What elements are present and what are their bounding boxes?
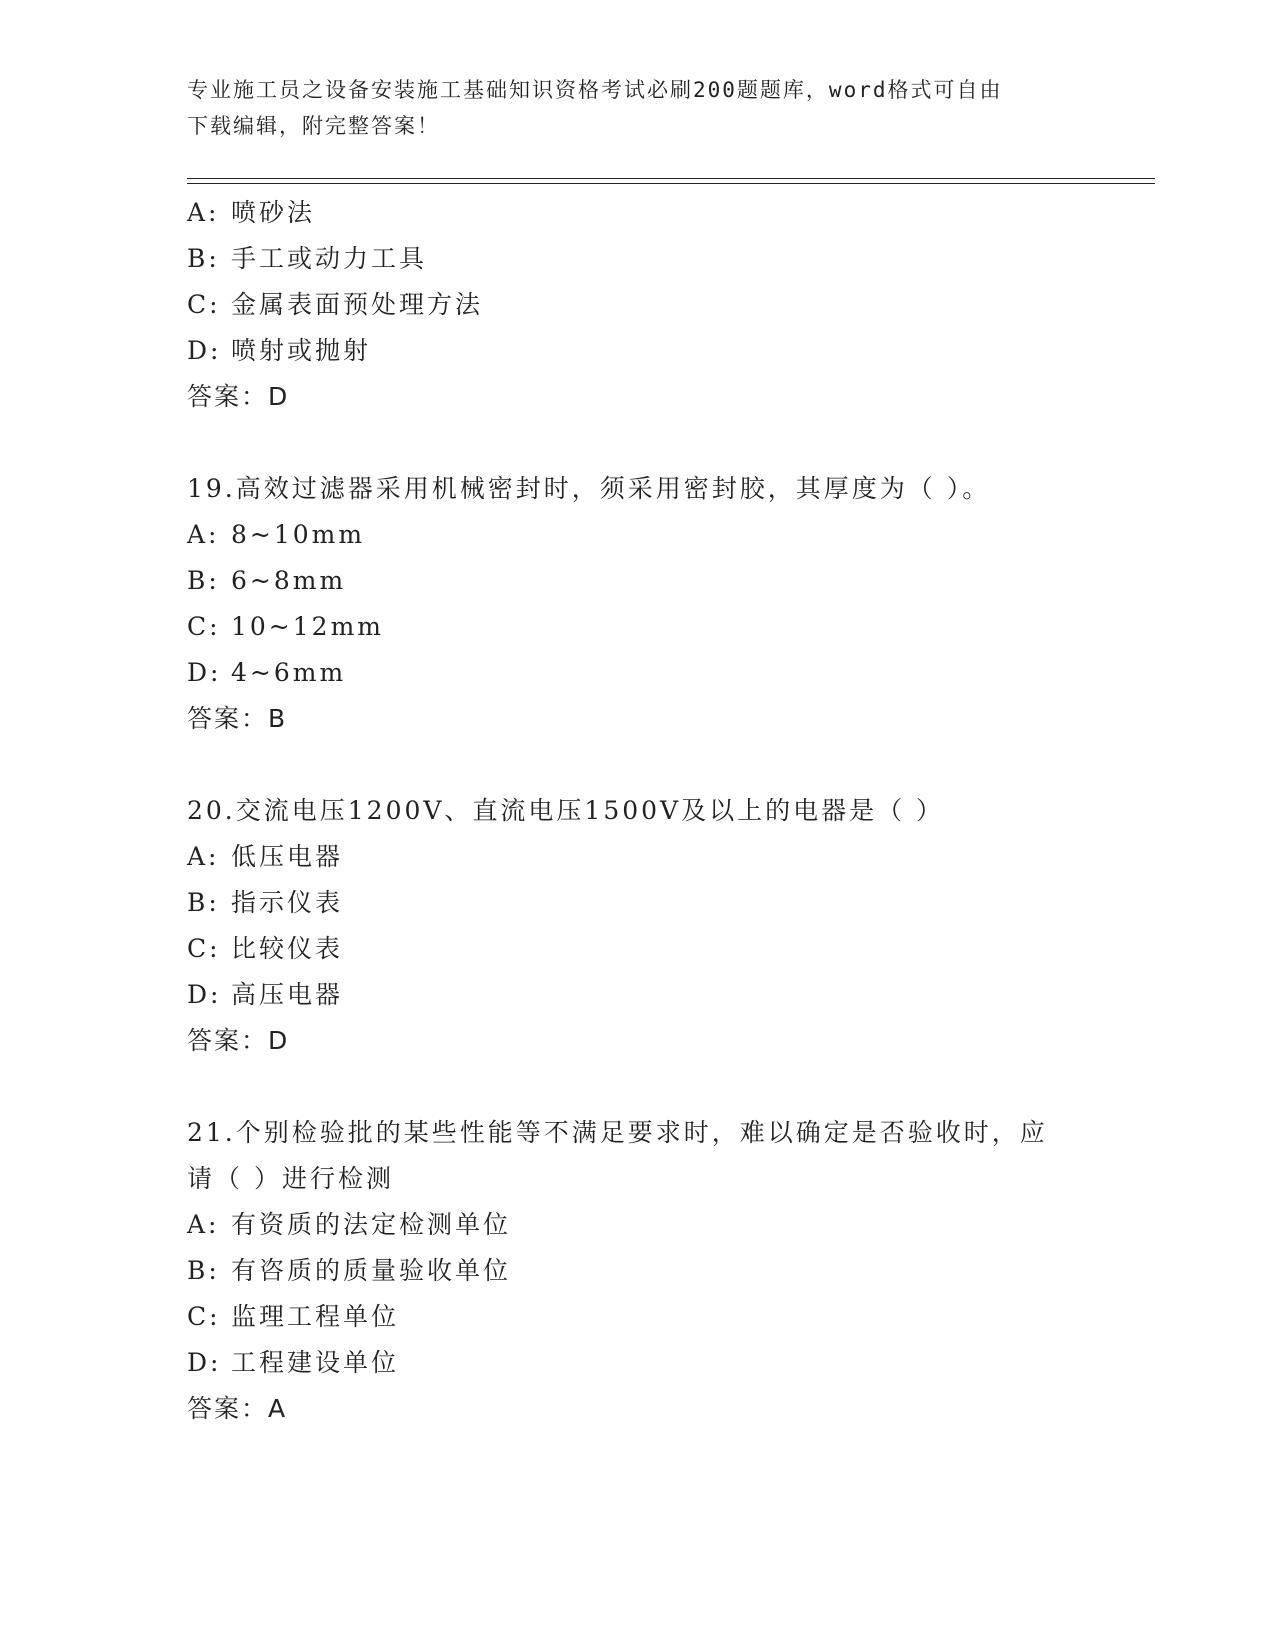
answer-line: 答案：D — [187, 382, 290, 411]
question-text-line-2: 请（ ）进行检测 — [187, 1164, 394, 1193]
header-divider-top — [187, 178, 1155, 179]
option-b: B: 6~8mm — [187, 566, 347, 595]
spacer — [187, 420, 1087, 466]
option-d: D: 工程建设单位 — [187, 1348, 400, 1377]
option-b: B: 有咨质的质量验收单位 — [187, 1256, 512, 1285]
question-18 — [187, 190, 1087, 420]
option-b: B: 手工或动力工具 — [187, 244, 428, 273]
option-c: C: 比较仪表 — [187, 934, 344, 963]
option-d: D: 高压电器 — [187, 980, 344, 1009]
spacer — [187, 742, 1087, 788]
question-text-line-1: 21.个别检验批的某些性能等不满足要求时，难以确定是否验收时，应 — [187, 1118, 1048, 1147]
option-a: A: 8~10mm — [187, 520, 366, 549]
answer-line: 答案：B — [187, 704, 288, 733]
question-list — [187, 190, 1087, 1432]
question-text: 19.高效过滤器采用机械密封时，须采用密封胶，其厚度为（ ）。 — [187, 474, 991, 503]
header-line-2: 下载编辑，附完整答案！ — [187, 114, 440, 138]
option-d: D: 4~6mm — [187, 658, 347, 687]
question-20 — [187, 788, 1087, 1064]
question-19 — [187, 466, 1087, 742]
header-line-1: 专业施工员之设备安装施工基础知识资格考试必刷200题题库，word格式可自由 — [187, 78, 1003, 102]
option-d: D: 喷射或抛射 — [187, 336, 372, 365]
answer-line: 答案：A — [187, 1394, 288, 1423]
header-divider-bottom — [187, 183, 1155, 184]
option-a: A: 低压电器 — [187, 842, 344, 871]
option-a: A: 有资质的法定检测单位 — [187, 1210, 512, 1239]
question-text: 20.交流电压1200V、直流电压1500V及以上的电器是（ ） — [187, 796, 945, 825]
answer-line: 答案：D — [187, 1026, 290, 1055]
question-21 — [187, 1110, 1087, 1432]
option-b: B: 指示仪表 — [187, 888, 344, 917]
spacer — [187, 1064, 1087, 1110]
option-c: C: 10~12mm — [187, 612, 384, 641]
option-c: C: 监理工程单位 — [187, 1302, 400, 1331]
option-a: A: 喷砂法 — [187, 198, 316, 227]
document-header — [187, 72, 1087, 144]
option-c: C: 金属表面预处理方法 — [187, 290, 484, 319]
